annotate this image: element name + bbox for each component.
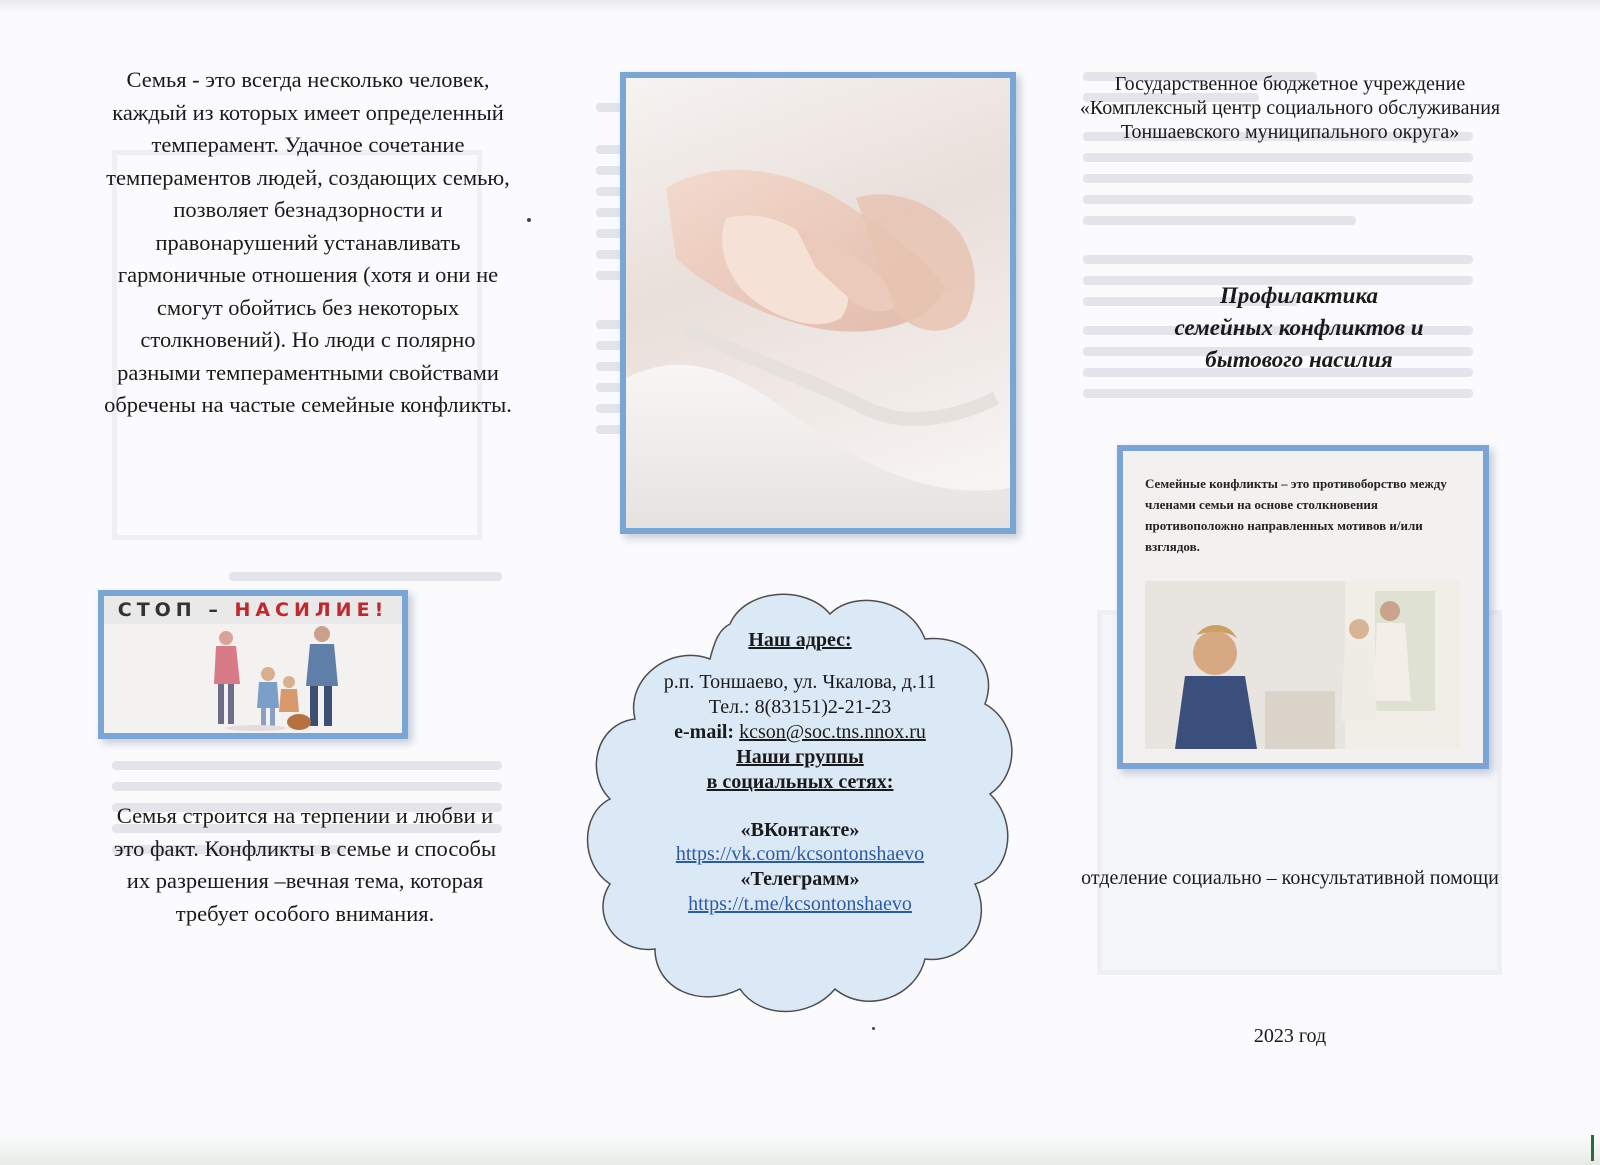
stray-dot: [872, 1027, 875, 1030]
brochure-title: [1070, 280, 1510, 376]
email-link[interactable]: kcson@soc.tns.nnox.ru: [739, 721, 926, 743]
family-patience-paragraph: Семья строится на терпении и любви и это факт. Конфликты в семье и способы их разрешения –вечная тема, которая требует особого внимания.: [113, 803, 497, 926]
department-name: отделение социально – консультативной помощи: [1081, 867, 1499, 889]
telegram-label: «Телеграмм»: [740, 868, 860, 890]
stray-dot: [527, 218, 531, 222]
scan-bottom-edge: [0, 1135, 1600, 1165]
stop-banner-word: СТОП –: [117, 599, 223, 621]
family-temperament-paragraph: Семья - это всегда несколько человек, каждый из которых имеет определенный темперамент. Удачное сочетание темпераментов людей, создающих семью, позволяет безнадзорности и правонарушений устанавливать гармоничные отношения (хотя и они не смогут обойтись без некоторых столкновений). Но люди с полярно разными темпераментными свойствами обречены на частые семейные конфликты.: [104, 67, 512, 417]
email-label: e-mail:: [674, 721, 735, 743]
family-argument-photo: [1145, 581, 1460, 749]
family-figures-illustration: [104, 624, 402, 733]
title-line-1: Профилактика: [1219, 283, 1379, 308]
telegram-link[interactable]: https://t.me/kcsontonshaevo: [688, 893, 912, 915]
groups-heading-line1: Наши группы: [736, 746, 864, 768]
vk-label: «ВКонтакте»: [740, 819, 860, 841]
title-line-3: бытового насилия: [1205, 347, 1393, 372]
publication-year: 2023 год: [1253, 1025, 1327, 1047]
groups-heading-line2: в социальных сетях:: [706, 771, 894, 793]
stop-violence-image: [98, 590, 408, 739]
phone-line: Тел.: 8(83151)2-21-23: [708, 696, 892, 718]
adult-and-baby-hands-illustration: [626, 78, 1010, 528]
email-line: [610, 720, 990, 745]
vk-link[interactable]: https://vk.com/kcsontonshaevo: [675, 843, 925, 865]
scan-edge-mark: [1591, 1135, 1594, 1161]
organization-name: Государственное бюджетное учреждение «Комплексный центр социального обслуживания Тоншаевского муниципального округа»: [1079, 73, 1501, 143]
title-line-2: семейных конфликтов и: [1174, 315, 1424, 340]
family-conflict-definition-box: [1117, 445, 1489, 769]
conflict-definition-text: Семейные конфликты – это противоборство между членами семьи на основе столкновения противоположно направленных мотивов и/или взглядов.: [1145, 476, 1447, 554]
scan-top-edge: [0, 0, 1600, 12]
address-line: р.п. Тоншаево, ул. Чкалова, д.11: [663, 671, 937, 693]
stop-violence-banner: [104, 596, 402, 624]
violence-banner-word: НАСИЛИЕ!: [234, 599, 389, 621]
hands-photo: [620, 72, 1016, 534]
address-heading: Наш адрес:: [748, 629, 852, 651]
